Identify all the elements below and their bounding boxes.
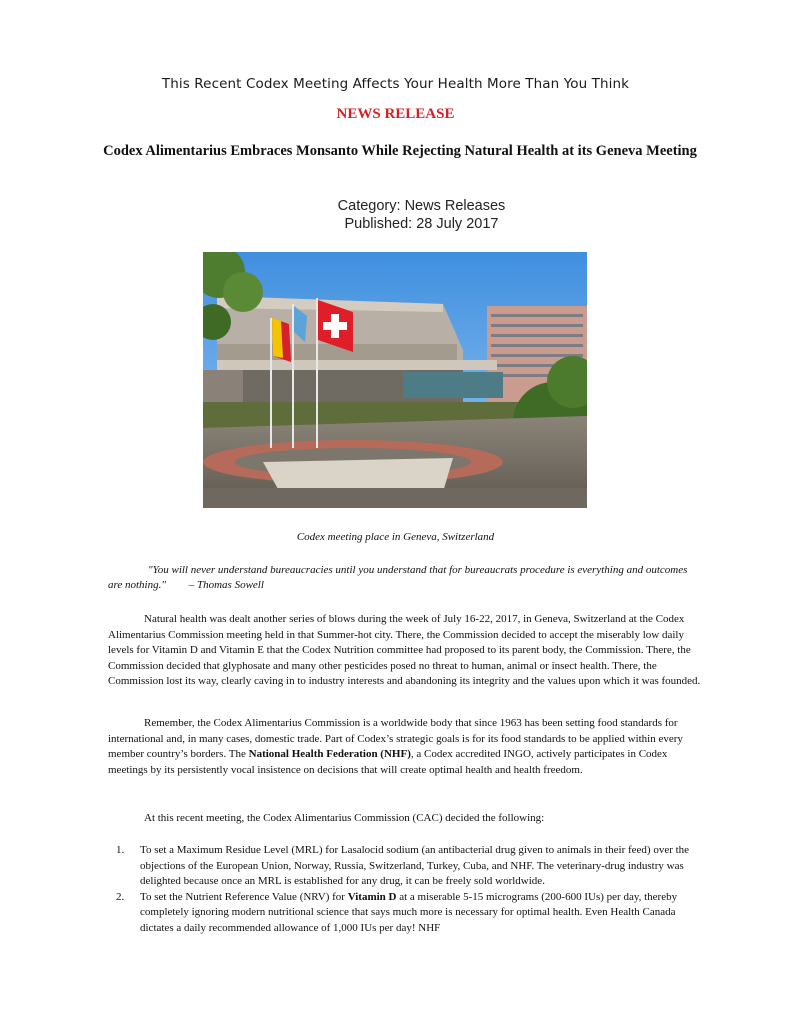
page-top-title: This Recent Codex Meeting Affects Your Health More Than You Think (161, 76, 630, 92)
list-item-number: 2. (116, 890, 125, 903)
article-published-date: Published: 28 July 2017 (344, 216, 499, 232)
paragraph-2-text-b: , a Codex accredited INGO, actively participates in Codex meetings by its persistently vocal insistence on decisions that will create optimal health and health freedom. (108, 748, 668, 776)
news-release-label: NEWS RELEASE (336, 106, 455, 122)
body-paragraph-1: Natural health was dealt another series of blows during the week of July 16-22, 2017, in Geneva, Switzerland at the Codex Alimentarius Commission meeting held in that Summer-hot city. There, the Commission decided to accept the miserably low daily levels for Vitamin D and Vitamin E that the Codex Nutrition committee had proposed to its parent body, the Commission. There, the Commission decided that glyphosate and many other pesticides posed no threat to human, animal or insect health. There, the Commission lost its way, clearly caving in to industry interests and abandoning its integrity and the values upon which it was founded. (108, 613, 701, 688)
list-item-text-a: To set the Nutrient Reference Value (NRV) for (140, 890, 348, 903)
list-item-number: 1. (116, 844, 125, 856)
list-item-text: To set a Maximum Residue Level (MRL) for Lasalocid sodium (an antibacterial drug given to animals in their feed) over the objections of the European Union, Norway, Russia, Switzerland, Turkey, Cuba, and NHF. The veterinary-drug industry was delighted because once an MRL is established for any drug, it can be freely sold worldwide. (140, 844, 690, 888)
quote-author: – Thomas Sowell (188, 579, 264, 591)
nhf-bold-name: National Health Federation (NHF) (248, 748, 411, 761)
codex-building-photo (203, 252, 587, 508)
body-paragraph-2 (108, 716, 708, 778)
photo-caption: Codex meeting place in Geneva, Switzerland (296, 531, 495, 543)
decisions-list (108, 843, 708, 937)
body-paragraph-3: At this recent meeting, the Codex Alimentarius Commission (CAC) decided the following: (144, 812, 545, 824)
list-item (108, 890, 708, 937)
paragraph-2-text-a: Remember, the Codex Alimentarius Commission is a worldwide body that since 1963 has been setting food standards for international and, in many cases, domestic trade. Part of Codex’s strategic goals is for its food standards to be applied within every member country’s borders. The (108, 717, 683, 761)
vitamin-d-bold: Vitamin D (347, 890, 397, 903)
opening-quote (108, 563, 698, 593)
article-headline: Codex Alimentarius Embraces Monsanto While Rejecting Natural Health at its Geneva Meeting (103, 143, 697, 159)
quote-text: "You will never understand bureaucracies until you understand that for bureaucrats procedure is everything and outcomes are nothing." (108, 564, 688, 591)
list-item (108, 843, 708, 890)
article-category: Category: News Releases (337, 198, 506, 214)
list-item-text-b: at a miserable 5-15 micrograms (200-600 IUs) per day, thereby completely ignoring modern nutritional science that says much more is necessary for optimal health. Even Health Canada dictates a daily recommended allowance of 1,000 IUs per day! NHF (140, 890, 678, 934)
